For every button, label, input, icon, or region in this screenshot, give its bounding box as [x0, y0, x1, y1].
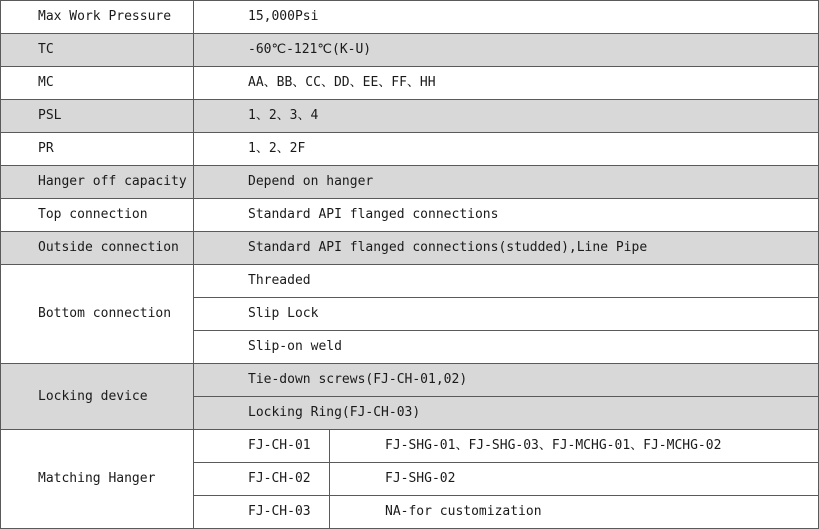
label-matching-hanger: Matching Hanger	[1, 430, 194, 529]
label-pr: PR	[1, 133, 194, 166]
matching-hanger-model-2: FJ-CH-02	[194, 463, 330, 496]
matching-hanger-model-1: FJ-CH-01	[194, 430, 330, 463]
row-locking-device	[1, 364, 819, 397]
row-tc	[1, 34, 819, 67]
value-hanger-off-capacity: Depend on hanger	[194, 166, 819, 199]
row-bottom-connection	[1, 265, 819, 298]
label-hanger-off-capacity: Hanger off capacity	[1, 166, 194, 199]
value-locking-device-2: Locking Ring(FJ-CH-03)	[194, 397, 819, 430]
row-max-work-pressure	[1, 1, 819, 34]
value-tc: -60℃-121℃(K-U)	[194, 34, 819, 67]
matching-hanger-model-3: FJ-CH-03	[194, 496, 330, 529]
row-matching-hanger	[1, 430, 819, 463]
label-bottom-connection: Bottom connection	[1, 265, 194, 364]
label-psl: PSL	[1, 100, 194, 133]
label-top-connection: Top connection	[1, 199, 194, 232]
matching-hanger-list-2: FJ-SHG-02	[330, 463, 819, 496]
row-psl	[1, 100, 819, 133]
row-mc	[1, 67, 819, 100]
row-hanger-off-capacity	[1, 166, 819, 199]
value-bottom-connection-3: Slip-on weld	[194, 331, 819, 364]
value-bottom-connection-1: Threaded	[194, 265, 819, 298]
matching-hanger-list-3: NA-for customization	[330, 496, 819, 529]
value-outside-connection: Standard API flanged connections(studded),Line Pipe	[194, 232, 819, 265]
value-psl: 1、2、3、4	[194, 100, 819, 133]
value-pr: 1、2、2F	[194, 133, 819, 166]
value-max-work-pressure: 15,000Psi	[194, 1, 819, 34]
value-locking-device-1: Tie-down screws(FJ-CH-01,02)	[194, 364, 819, 397]
value-top-connection: Standard API flanged connections	[194, 199, 819, 232]
value-bottom-connection-2: Slip Lock	[194, 298, 819, 331]
value-mc: AA、BB、CC、DD、EE、FF、HH	[194, 67, 819, 100]
label-locking-device: Locking device	[1, 364, 194, 430]
label-outside-connection: Outside connection	[1, 232, 194, 265]
row-outside-connection	[1, 232, 819, 265]
matching-hanger-list-1: FJ-SHG-01、FJ-SHG-03、FJ-MCHG-01、FJ-MCHG-02	[330, 430, 819, 463]
label-mc: MC	[1, 67, 194, 100]
row-pr	[1, 133, 819, 166]
label-max-work-pressure: Max Work Pressure	[1, 1, 194, 34]
label-tc: TC	[1, 34, 194, 67]
row-top-connection	[1, 199, 819, 232]
